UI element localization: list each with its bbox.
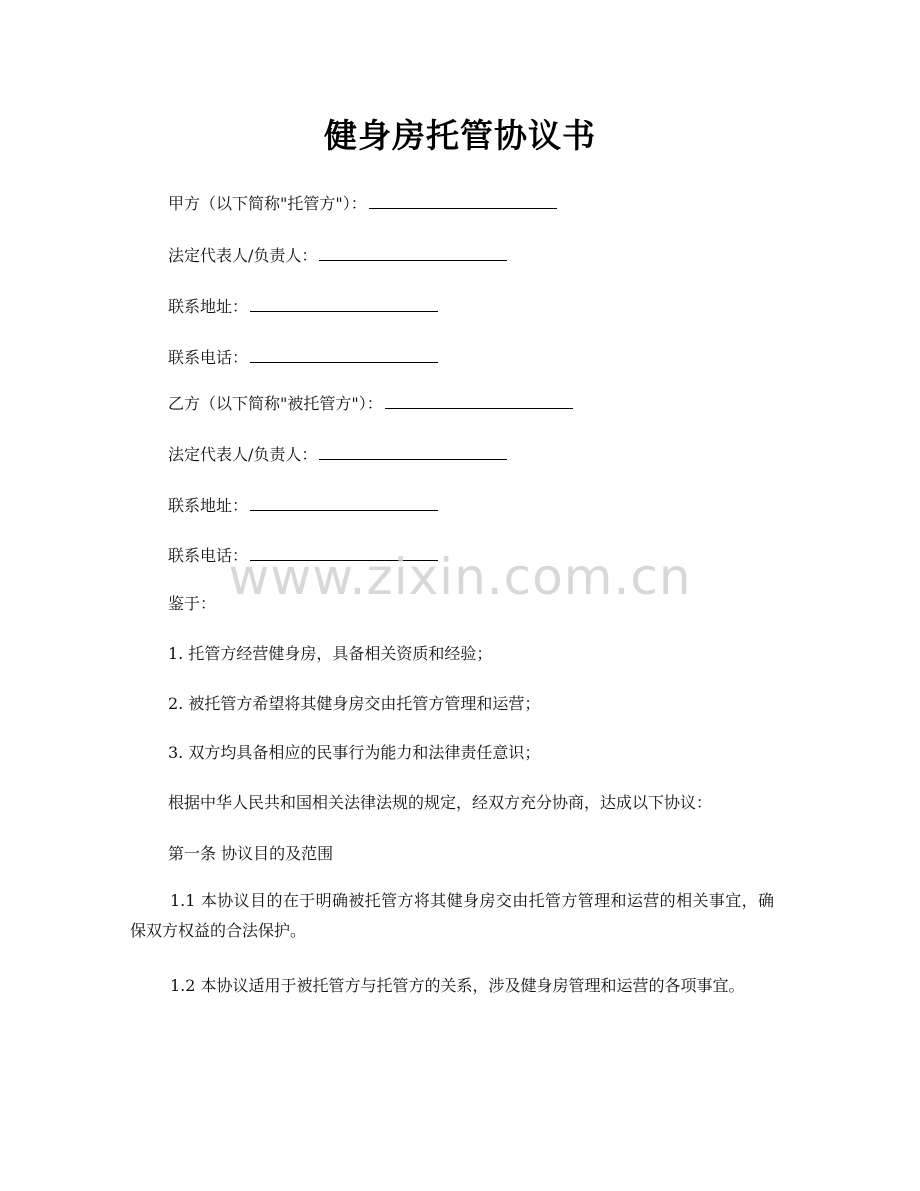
- party-a-phone-blank[interactable]: [250, 346, 438, 363]
- party-b-rep-label: 法定代表人/负责人：: [168, 445, 318, 464]
- party-a-address-blank[interactable]: [250, 295, 438, 312]
- clause-1-1: 1.1 本协议目的在于明确被托管方将其健身房交由托管方管理和运营的相关事宜，确保双方权益的合法保护。: [130, 891, 774, 940]
- party-b-name-line: [168, 392, 573, 414]
- party-a-name-line: [168, 192, 557, 214]
- watermark: www.zixin.com.cn: [228, 548, 692, 606]
- article-1-heading: 第一条 协议目的及范围: [168, 844, 334, 863]
- party-a-address-line: [168, 295, 438, 317]
- whereas-item-2: 2. 被托管方希望将其健身房交由托管方管理和运营；: [168, 694, 541, 713]
- whereas-label: 鉴于：: [168, 594, 217, 613]
- party-a-address-label: 联系地址：: [168, 297, 249, 316]
- clause-1-2: 1.2 本协议适用于被托管方与托管方的关系，涉及健身房管理和运营的各项事宜。: [170, 976, 745, 995]
- whereas-item-3: 3. 双方均具备相应的民事行为能力和法律责任意识；: [168, 743, 541, 762]
- party-b-name-label: 乙方（以下简称"被托管方"）：: [168, 394, 383, 413]
- party-a-phone-line: [168, 346, 438, 368]
- party-b-rep-blank[interactable]: [319, 443, 507, 460]
- legal-basis-text: 根据中华人民共和国相关法律法规的规定，经双方充分协商，达成以下协议：: [168, 793, 713, 812]
- party-b-address-blank[interactable]: [250, 494, 438, 511]
- party-b-phone-line: [168, 544, 438, 566]
- whereas-item-1: 1. 托管方经营健身房，具备相关资质和经验；: [168, 644, 493, 663]
- party-a-rep-blank[interactable]: [319, 244, 507, 261]
- party-b-address-label: 联系地址：: [168, 496, 249, 515]
- party-a-name-label: 甲方（以下简称"托管方"）：: [168, 194, 367, 213]
- party-a-name-blank[interactable]: [369, 192, 557, 209]
- party-b-name-blank[interactable]: [385, 392, 573, 409]
- party-a-phone-label: 联系电话：: [168, 348, 249, 367]
- document-title: 健身房托管协议书: [324, 116, 596, 155]
- party-b-rep-line: [168, 443, 507, 465]
- party-b-phone-label: 联系电话：: [168, 546, 249, 565]
- party-a-rep-line: [168, 244, 507, 266]
- party-b-address-line: [168, 494, 438, 516]
- party-b-phone-blank[interactable]: [250, 544, 438, 561]
- party-a-rep-label: 法定代表人/负责人：: [168, 246, 318, 265]
